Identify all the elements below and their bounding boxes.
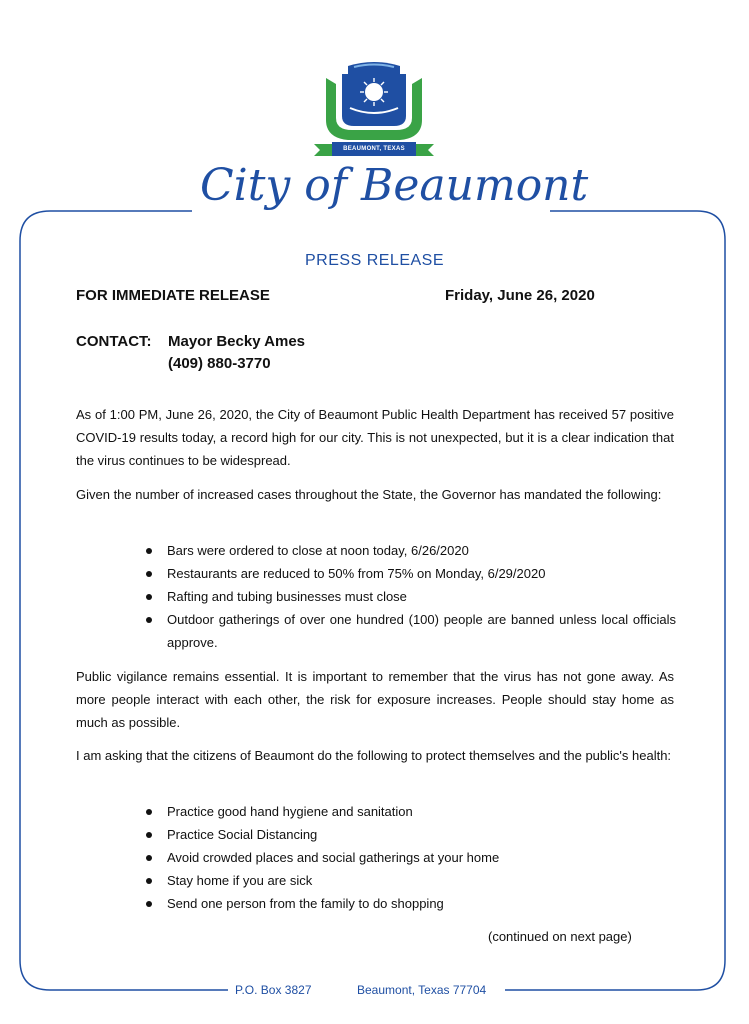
list-item: Rafting and tubing businesses must close xyxy=(142,585,676,608)
list-item: Restaurants are reduced to 50% from 75% on Monday, 6/29/2020 xyxy=(142,562,676,585)
release-date: Friday, June 26, 2020 xyxy=(445,287,595,304)
continued-note: (continued on next page) xyxy=(488,929,632,944)
press-release-heading: PRESS RELEASE xyxy=(305,252,444,269)
list-item: Send one person from the family to do shopping xyxy=(142,892,676,915)
paragraph-cases: As of 1:00 PM, June 26, 2020, the City of Beaumont Public Health Department has received 57 positive COVID-19 results today, a record high for our city. This is not unexpected, but it is a clear indication that the virus continues to be widespread. xyxy=(76,407,674,468)
paragraph-request: I am asking that the citizens of Beaumont do the following to protect themselves and the public's health: xyxy=(76,748,672,763)
for-immediate-release: FOR IMMEDIATE RELEASE xyxy=(76,287,270,304)
contact-name: Mayor Becky Ames xyxy=(168,333,306,350)
list-item: Outdoor gatherings of over one hundred (100) people are banned unless local officials approve. xyxy=(142,608,676,654)
footer-po-box: P.O. Box 3827 xyxy=(235,983,312,997)
city-seal-logo xyxy=(308,58,440,162)
list-item: Stay home if you are sick xyxy=(142,869,676,892)
contact-label: CONTACT: xyxy=(76,333,152,350)
contact-phone: (409) 880-3770 xyxy=(168,355,271,372)
list-item: Practice Social Distancing xyxy=(142,823,676,846)
paragraph-vigilance: Public vigilance remains essential. It is important to remember that the virus has not gone away. As more people interact with each other, the risk for exposure increases. People should stay home as much as possible. xyxy=(76,669,674,730)
paragraph-governor: Given the number of increased cases throughout the State, the Governor has mandated the following: xyxy=(76,487,662,502)
footer-city-zip: Beaumont, Texas 77704 xyxy=(357,983,487,997)
logo-banner-text: BEAUMONT, TEXAS xyxy=(343,146,405,152)
actions-list xyxy=(142,800,676,915)
list-item: Avoid crowded places and social gatherings at your home xyxy=(142,846,676,869)
list-item: Bars were ordered to close at noon today, 6/26/2020 xyxy=(142,539,676,562)
list-item: Practice good hand hygiene and sanitation xyxy=(142,800,676,823)
mandates-list xyxy=(142,539,676,654)
city-wordmark: City of Beaumont xyxy=(200,160,589,211)
